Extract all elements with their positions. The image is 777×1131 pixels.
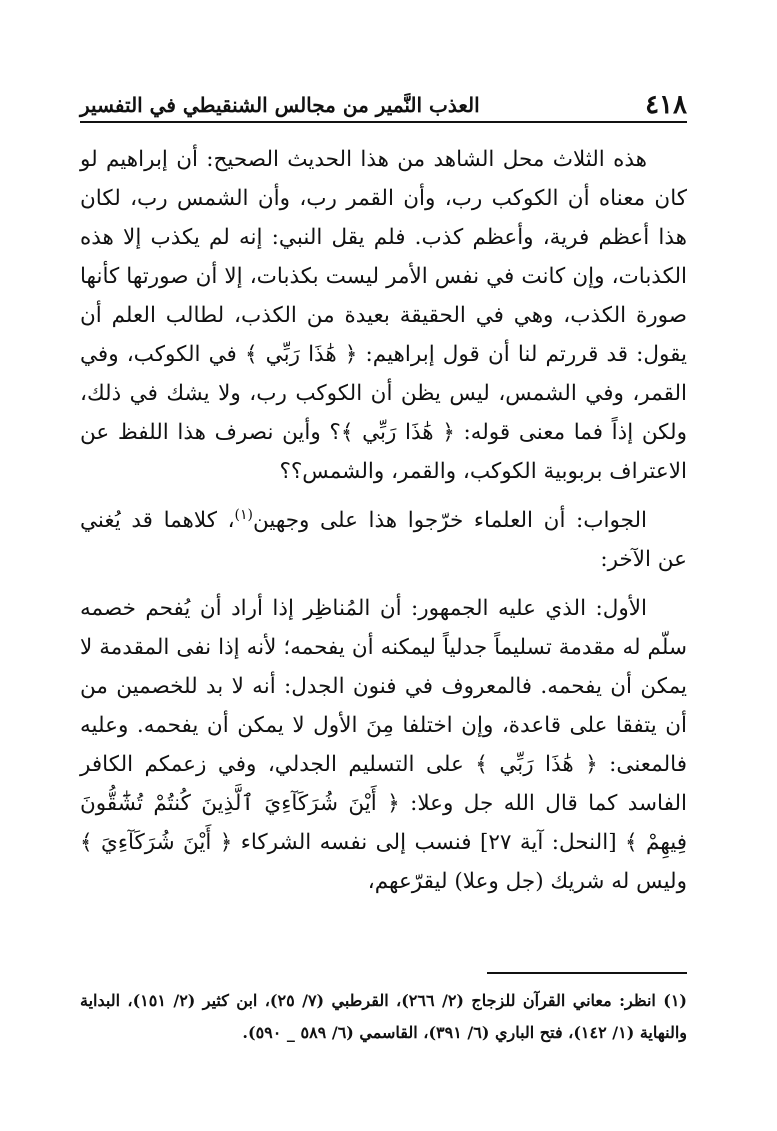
paragraph-2-text-before: الجواب: أن العلماء خرّجوا هذا على وجهين [253, 508, 648, 533]
page-number: ٤١٨ [645, 90, 687, 120]
paragraph-1: هذه الثلاث محل الشاهد من هذا الحديث الصحيح: أن إبراهيم لو كان معناه أن الكوكب رب، وأن القمر رب، وأن الشمس رب، لكان هذا أعظم فرية، وأعظم كذب. فلم يقل النبي: إنه لم يكذب إلا هذه الكذبات، وإن كانت في نفس الأمر ليست بكذبات، إلا أن صورتها كأنها صورة الكذب، وهي في الحقيقة بعيدة من الكذب، لطالب العلم أن يقول: قد قررتم لنا أن قول إبراهيم: ﴿ هَٰذَا رَبِّي ﴾ في الكوكب، وفي القمر، وفي الشمس، ليس يظن أن الكوكب رب، ولا يشك في ذلك، ولكن إذاً فما معنى قوله: ﴿ هَٰذَا رَبِّي ﴾؟ وأين نصرف هذا اللفظ عن الاعتراف بربوبية الكوكب، والقمر، والشمس؟؟ [80, 147, 687, 484]
main-text [80, 140, 687, 901]
header-divider [80, 121, 687, 123]
paragraph-2 [80, 501, 687, 579]
footnote-reference: (١) [234, 506, 253, 523]
footnote-divider [487, 972, 687, 974]
paragraph-2-text-after: ، كلاهما قد يُغني عن الآخر: [80, 508, 687, 572]
paragraph-3: الأول: الذي عليه الجمهور: أن المُناظِر إذا أراد أن يُفحم خصمه سلّم له مقدمة تسليماً جدلياً ليمكنه أن يفحمه؛ لأنه إذا نفى المقدمة لا يمكن أن يفحمه. فالمعروف في فنون الجدل: أنه لا بد للخصمين من أن يتفقا على قاعدة، وإن اختلفا مِنَ الأول لا يمكن أن يفحمه. وعليه فالمعنى: ﴿ هَٰذَا رَبِّي ﴾ على التسليم الجدلي، وفي زعمكم الكافر الفاسد كما قال الله جل وعلا: ﴿ أَيْنَ شُرَكَآءِيَ ٱلَّذِينَ كُنتُمْ تُشَٰٓقُّونَ فِيهِمْ ﴾ [النحل: آية ٢٧] فنسب إلى نفسه الشركاء ﴿ أَيْنَ شُرَكَآءِيَ ﴾ وليس له شريك (جل وعلا) ليقرّعهم، [80, 596, 687, 894]
footnote: (١) انظر: معاني القرآن للزجاج (٢/ ٢٦٦)، القرطبي (٧/ ٢٥)، ابن كثير (٢/ ١٥١)، البداية والنهاية (١/ ١٤٢)، فتح الباري (٦/ ٣٩١)، القاسمي (٦/ ٥٨٩ _ ٥٩٠). [80, 991, 687, 1042]
page-header [80, 84, 687, 120]
running-title: العذب النَّمير من مجالس الشنقيطي في التفسير [80, 93, 480, 117]
